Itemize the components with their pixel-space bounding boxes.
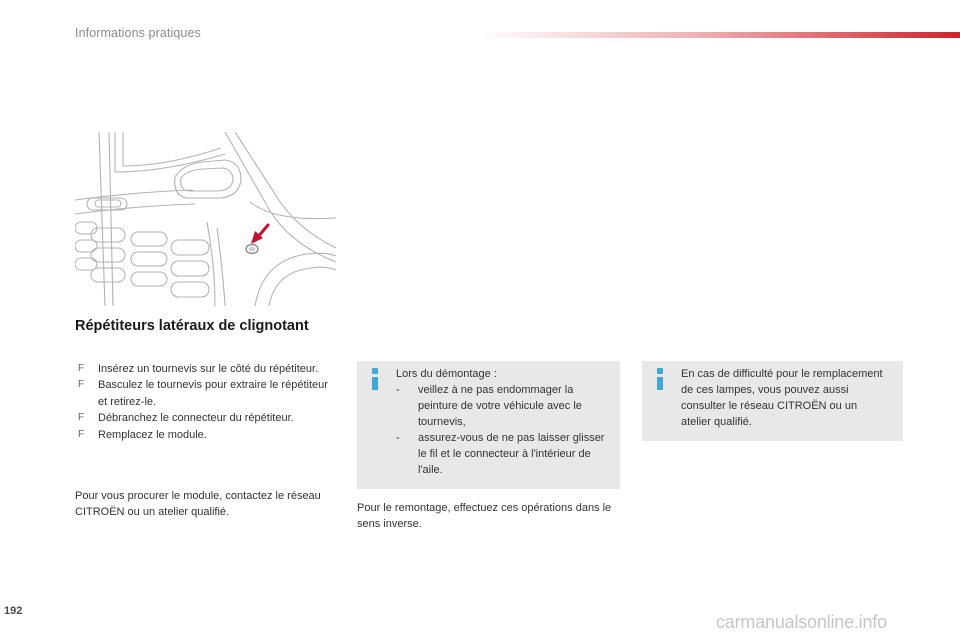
step-text: Remplacez le module. — [98, 428, 207, 441]
check-box-icon: F — [78, 428, 85, 440]
side-repeater-illustration — [75, 132, 336, 306]
module-contact-text: Pour vous procurer le module, contactez le réseau CITROËN ou un atelier qualifié. — [75, 490, 321, 519]
info-box-difficulty — [642, 361, 903, 441]
info-icon — [369, 368, 381, 390]
step-text: Insérez un tournevis sur le côté du répétiteur. — [98, 363, 319, 375]
section-title: Répétiteurs latéraux de clignotant — [75, 318, 309, 334]
list-item — [75, 377, 337, 410]
reassembly-text: Pour le remontage, effectuez ces opérations dans le sens inverse. — [357, 502, 612, 531]
header-section-title: Informations pratiques — [75, 26, 201, 40]
info-box-intro: Lors du démontage : — [396, 368, 497, 380]
list-item: - assurez-vous de ne pas laisser glisser le fil et le connecteur à l'intérieur de l'aile. — [396, 432, 605, 476]
info-icon — [654, 368, 666, 390]
check-box-icon: F — [78, 363, 85, 374]
steps-list — [75, 361, 337, 443]
list-item — [75, 361, 337, 377]
info-box-list — [396, 382, 608, 478]
page-number: 192 — [4, 605, 23, 617]
list-item — [75, 427, 337, 443]
list-item: - veillez à ne pas endommager la peinture de votre véhicule avec le tournevis, — [396, 384, 582, 428]
header-accent-bar — [478, 32, 960, 38]
step-text: Débranchez le connecteur du répétiteur. — [98, 412, 294, 425]
list-item — [75, 410, 337, 426]
step-text: Basculez le tournevis pour extraire le répétiteur et retirez-le. — [98, 379, 328, 408]
red-arrow-icon — [251, 225, 268, 244]
check-box-icon: F — [78, 412, 85, 424]
info-box-text: En cas de difficulté pour le remplacement de ces lampes, vous pouvez aussi consulter le réseau CITROËN ou un atelier qualifié. — [681, 368, 883, 428]
info-box-removal — [357, 361, 620, 489]
watermark: carmanualsonline.info — [716, 612, 887, 632]
check-box-icon: F — [78, 379, 85, 391]
